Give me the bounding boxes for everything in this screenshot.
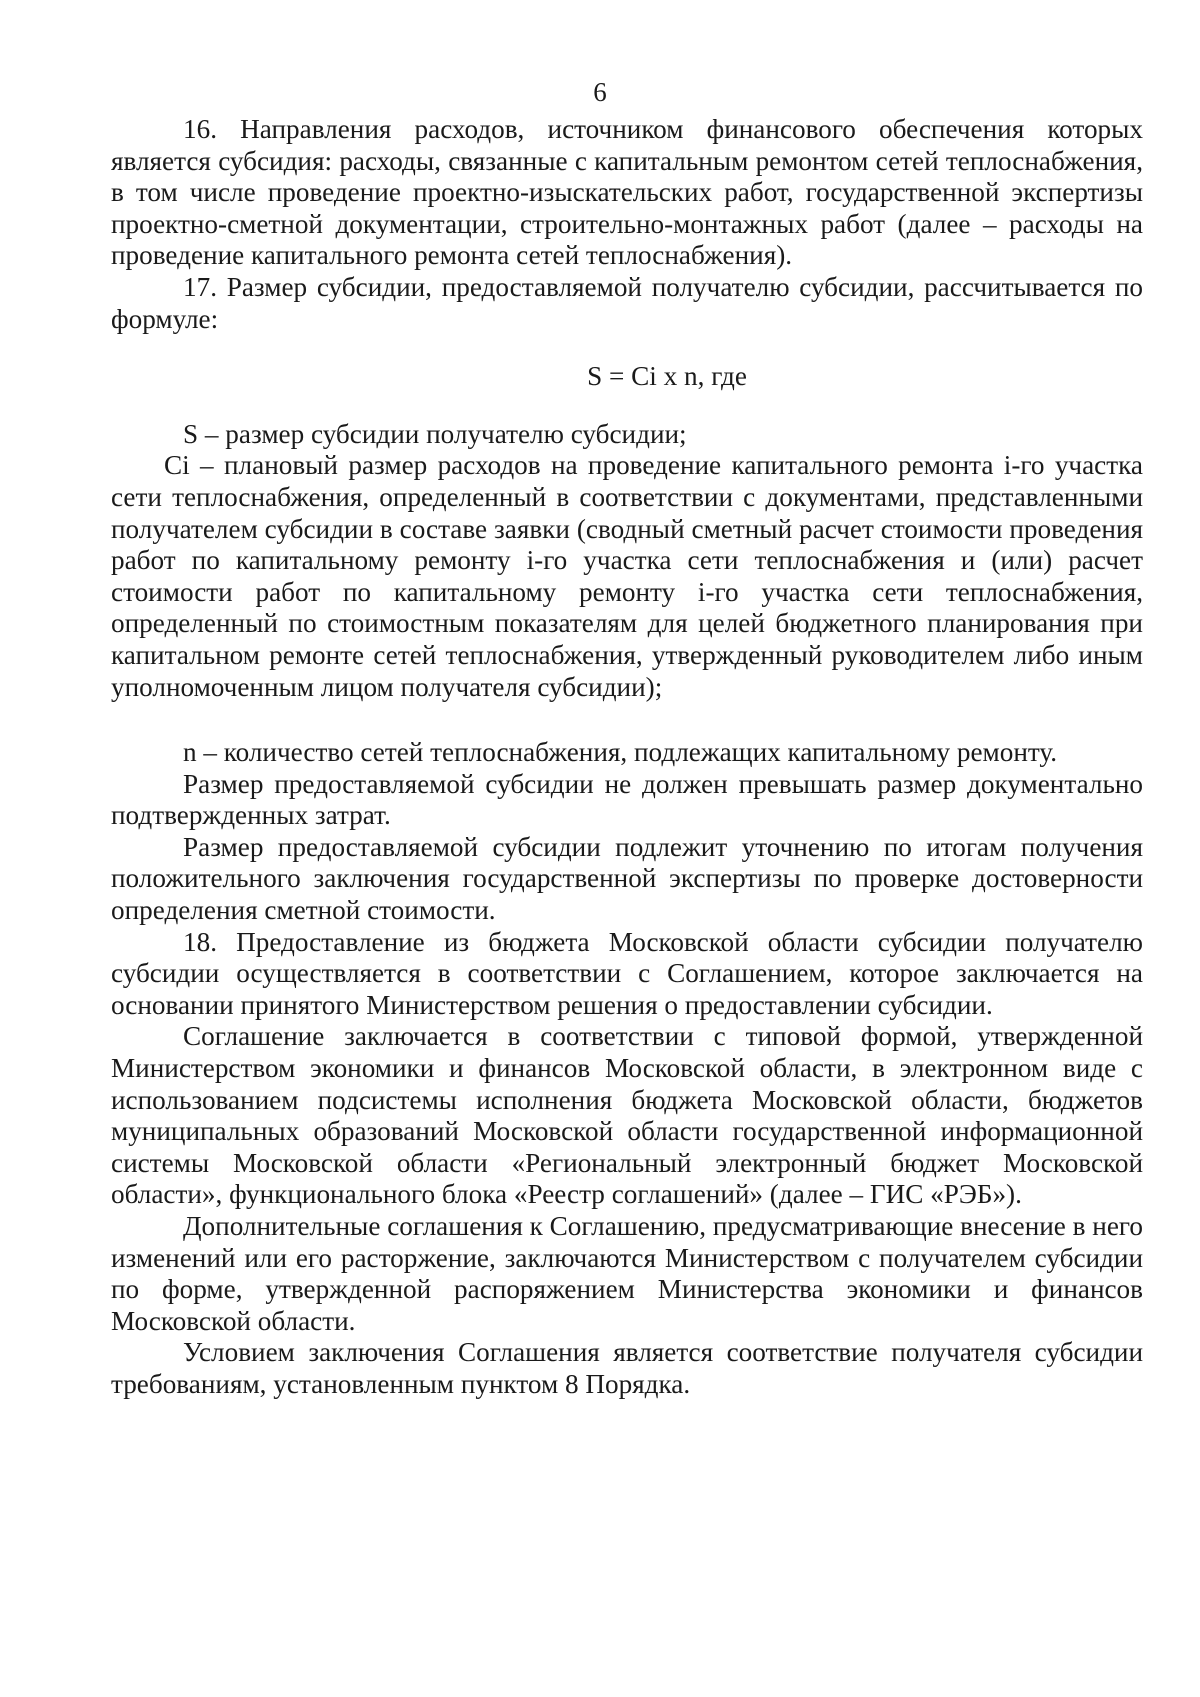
document-body [111,114,1143,1401]
paragraph-16-expense-directions: 16. Направления расходов, источником финансового обеспечения которых является субсидия: расходы, связанные с капитальным ремонтом сетей теплоснабжения, в том числе проведение проектно-изыскательских работ, государственной экспертизы проектно-сметной документации, строительно-монтажных работ (далее – расходы на проведение капитального ремонта сетей теплоснабжения). [111,114,1143,271]
definition-s: S – размер субсидии получателю субсидии; [183,418,687,449]
definition-n: n – количество сетей теплоснабжения, подлежащих капитальному ремонту. [183,737,1058,768]
page-number: 6 [593,77,607,107]
definition-ci: Ci – плановый размер расходов на проведение капитального ремонта i-го участка сети теплоснабжения, определенный в соответствии с документами, представленными получателем субсидии в составе заявки (сводный сметный расчет стоимости проведения работ по капитальному ремонту i-го участка сети теплоснабжения и (или) расчет стоимости работ по капитальному ремонту i-го участка сети теплоснабжения, определенный по стоимостным показателям для целей бюджетного планирования при капитальном ремонте сетей теплоснабжения, утвержденный руководителем либо иным уполномоченным лицом получателя субсидии); [111,450,1143,702]
paragraph-18-budget-provision: 18. Предоставление из бюджета Московской области субсидии получателю субсидии осуществляется в соответствии с Соглашением, которое заключается на основании принятого Министерством решения о предоставлении субсидии. [111,926,1143,1020]
agreement-condition-paragraph: Условием заключения Соглашения является соответствие получателя субсидии требованиям, установленным пунктом 8 Порядка. [111,1337,1143,1399]
paragraph-17-subsidy-size: 17. Размер субсидии, предоставляемой получателю субсидии, рассчитывается по формуле: [111,271,1143,334]
additional-agreements-paragraph: Дополнительные соглашения к Соглашению, предусматривающие внесение в него изменений или его расторжение, заключаются Министерством с получателем субсидии по форме, утвержденной распоряжением Министерства экономики и финансов Московской области. [111,1211,1143,1336]
subsidy-limit-paragraph: Размер предоставляемой субсидии не должен превышать размер документально подтвержденных затрат. [111,768,1143,831]
agreement-form-paragraph: Соглашение заключается в соответствии с типовой формой, утвержденной Министерством экономики и финансов Московской области, в электронном виде с использованием подсистемы исполнения бюджета Московской области, бюджетов муниципальных образований Московской области государственной информационной системы Московской области «Региональный электронный бюджет Московской области», функционального блока «Реестр соглашений» (далее – ГИС «РЭБ»). [111,1021,1143,1210]
paragraph-gap [111,703,1143,737]
subsidy-refinement-paragraph: Размер предоставляемой субсидии подлежит уточнению по итогам получения положительного заключения государственной экспертизы по проверке достоверности определения сметной стоимости. [111,831,1143,926]
subsidy-formula: S = Ci x n, где [587,361,747,392]
